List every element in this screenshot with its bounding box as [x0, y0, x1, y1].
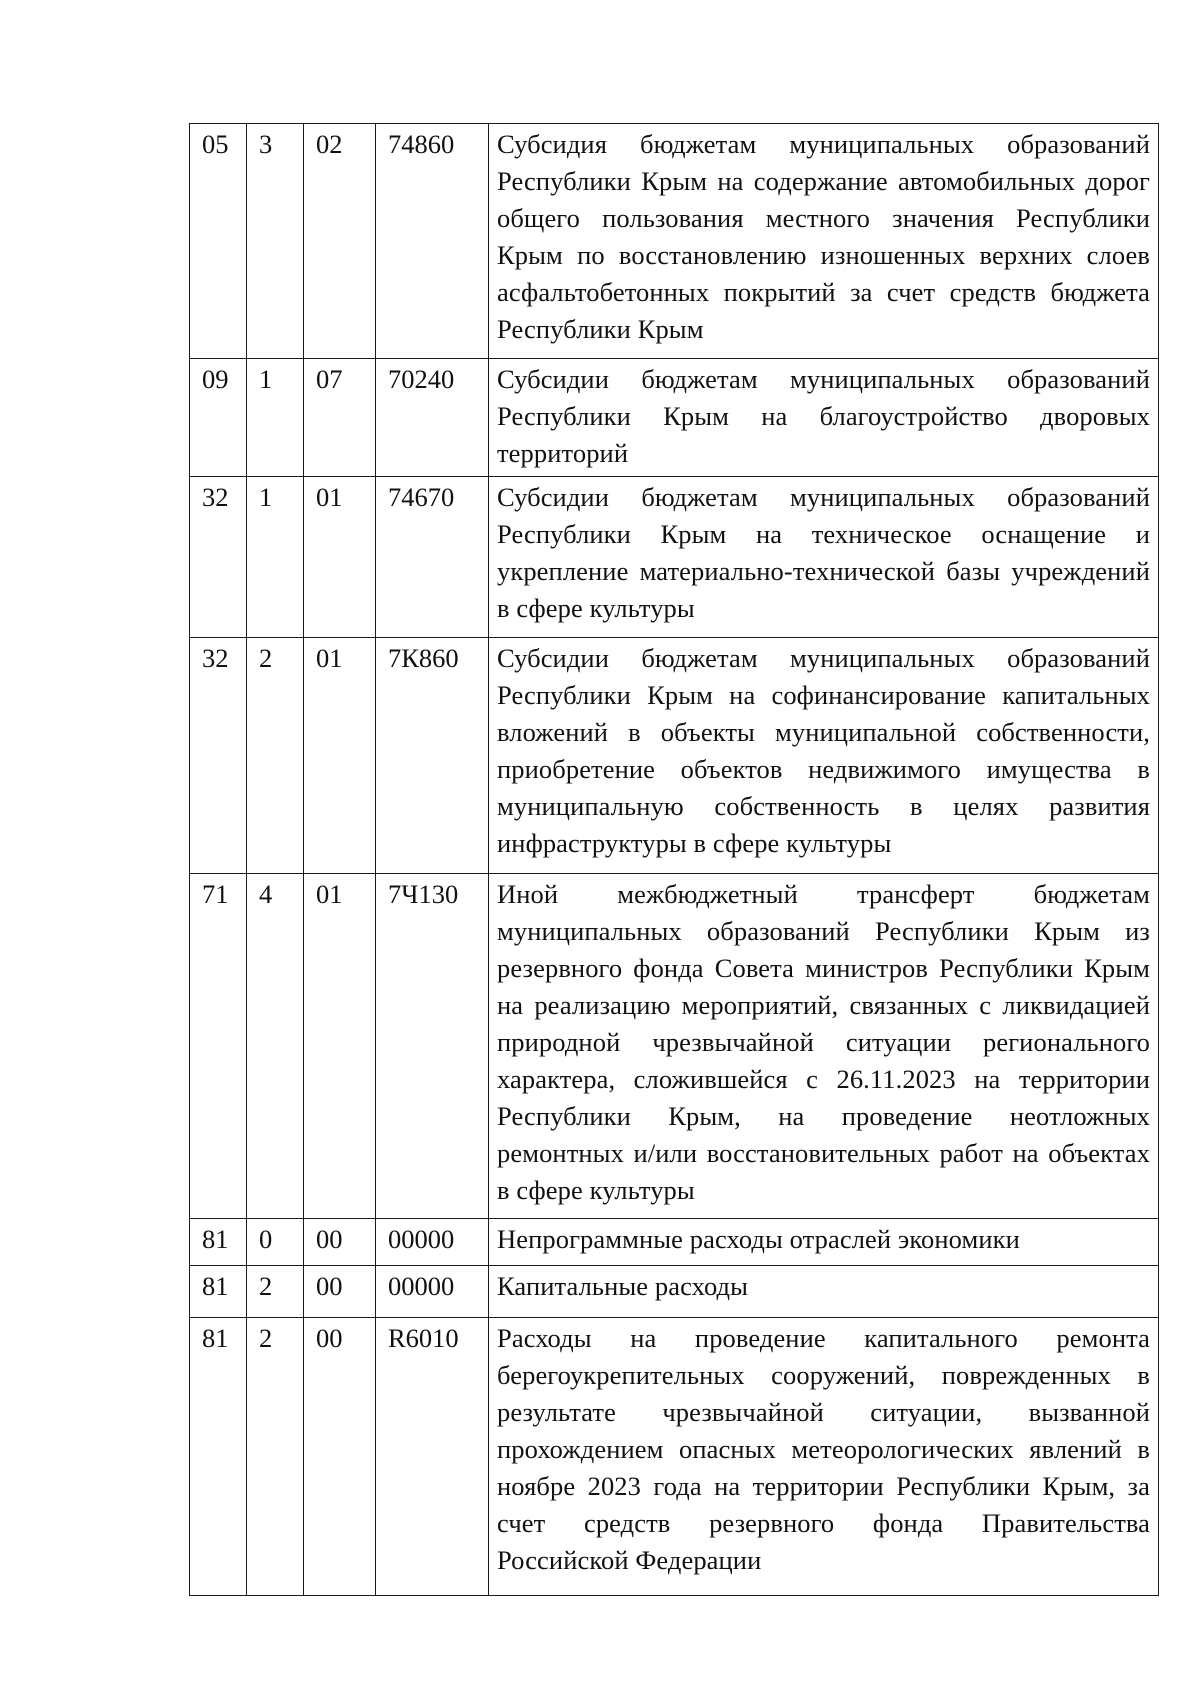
program-code-cell: 09 — [190, 359, 247, 477]
program-code-cell: 81 — [190, 1219, 247, 1266]
event-code-cell: 00 — [304, 1219, 376, 1266]
subprogram-code-cell: 1 — [247, 477, 304, 638]
subprogram-code-cell: 1 — [247, 359, 304, 477]
description-cell: Субсидии бюджетам муниципальных образований Республики Крым на благоустройство дворовых территорий — [489, 359, 1159, 477]
direction-code-cell: 00000 — [376, 1219, 489, 1266]
program-code-cell: 32 — [190, 638, 247, 874]
table-row — [190, 1219, 1159, 1266]
subprogram-code-cell: 0 — [247, 1219, 304, 1266]
table-row — [190, 359, 1159, 477]
program-code-cell: 81 — [190, 1266, 247, 1318]
direction-code-cell: R6010 — [376, 1318, 489, 1596]
event-code-cell: 02 — [304, 124, 376, 359]
table-row — [190, 1318, 1159, 1596]
table-row — [190, 477, 1159, 638]
description-cell: Субсидии бюджетам муниципальных образований Республики Крым на софинансирование капитальных вложений в объекты муниципальной собственности, приобретение объектов недвижимого имущества в муниципальную собственность в целях развития инфраструктуры в сфере культуры — [489, 638, 1159, 874]
program-code-cell: 81 — [190, 1318, 247, 1596]
event-code-cell: 01 — [304, 477, 376, 638]
event-code-cell: 01 — [304, 638, 376, 874]
table-row — [190, 1266, 1159, 1318]
program-code-cell: 05 — [190, 124, 247, 359]
description-cell: Иной межбюджетный трансферт бюджетам муниципальных образований Республики Крым из резервного фонда Совета министров Республики Крым на реализацию мероприятий, связанных с ликвидацией природной чрезвычайной ситуации регионального характера, сложившейся с 26.11.2023 на территории Республики Крым, на проведение неотложных ремонтных и/или восстановительных работ на объектах в сфере культуры — [489, 874, 1159, 1219]
program-code-cell: 32 — [190, 477, 247, 638]
table-row — [190, 124, 1159, 359]
event-code-cell: 00 — [304, 1318, 376, 1596]
table-row — [190, 874, 1159, 1219]
direction-code-cell: 7К860 — [376, 638, 489, 874]
description-cell: Субсидии бюджетам муниципальных образований Республики Крым на техническое оснащение и укрепление материально-технической базы учреждений в сфере культуры — [489, 477, 1159, 638]
subprogram-code-cell: 2 — [247, 638, 304, 874]
direction-code-cell: 00000 — [376, 1266, 489, 1318]
subprogram-code-cell: 2 — [247, 1266, 304, 1318]
table-row — [190, 638, 1159, 874]
budget-classification-table — [189, 123, 1159, 1596]
direction-code-cell: 74860 — [376, 124, 489, 359]
description-cell: Капитальные расходы — [489, 1266, 1159, 1318]
event-code-cell: 07 — [304, 359, 376, 477]
event-code-cell: 00 — [304, 1266, 376, 1318]
direction-code-cell: 70240 — [376, 359, 489, 477]
direction-code-cell: 7Ч130 — [376, 874, 489, 1219]
description-cell: Субсидия бюджетам муниципальных образований Республики Крым на содержание автомобильных дорог общего пользования местного значения Республики Крым по восстановлению изношенных верхних слоев асфальтобетонных покрытий за счет средств бюджета Республики Крым — [489, 124, 1159, 359]
direction-code-cell: 74670 — [376, 477, 489, 638]
subprogram-code-cell: 2 — [247, 1318, 304, 1596]
description-cell: Непрограммные расходы отраслей экономики — [489, 1219, 1159, 1266]
subprogram-code-cell: 4 — [247, 874, 304, 1219]
event-code-cell: 01 — [304, 874, 376, 1219]
description-cell: Расходы на проведение капитального ремонта берегоукрепительных сооружений, поврежденных в результате чрезвычайной ситуации, вызванной прохождением опасных метеорологических явлений в ноябре 2023 года на территории Республики Крым, за счет средств резервного фонда Правительства Российской Федерации — [489, 1318, 1159, 1596]
program-code-cell: 71 — [190, 874, 247, 1219]
subprogram-code-cell: 3 — [247, 124, 304, 359]
